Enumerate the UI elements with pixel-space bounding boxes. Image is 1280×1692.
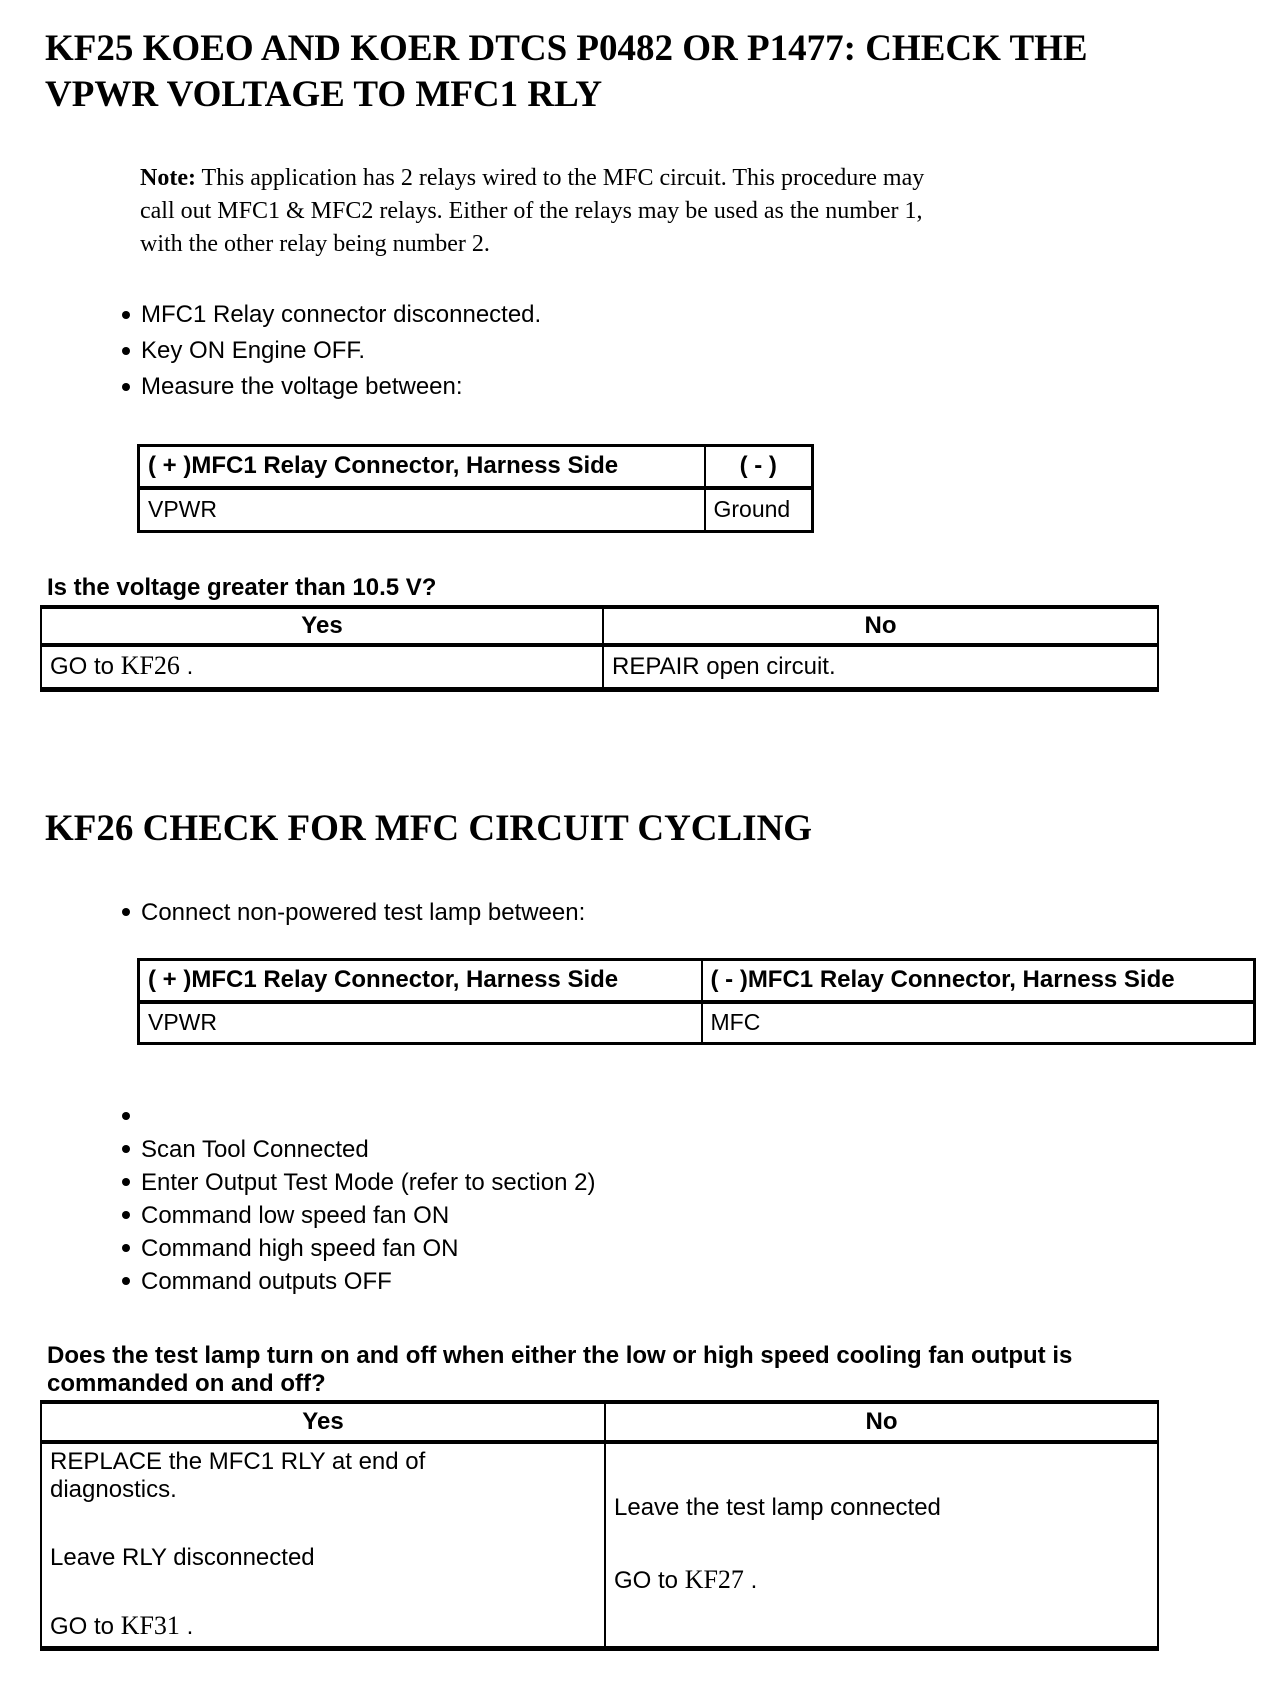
kf26-question-line1: Does the test lamp turn on and off when either the low or high speed cooling fan output is (47, 1342, 1073, 1369)
replace-instruction (50, 1448, 596, 1504)
cell-vpwr: VPWR (139, 488, 705, 532)
bullet-item (122, 1133, 595, 1166)
goto-prefix: GO to (50, 1613, 121, 1641)
no-cell (603, 645, 1158, 689)
bullet-icon (122, 311, 130, 319)
kf26-decision-table (40, 1400, 1159, 1651)
bullet-text: Enter Output Test Mode (refer to section 2) (141, 1169, 596, 1196)
no-header: No (605, 1402, 1158, 1442)
note-line (140, 162, 1260, 195)
bullet-text: Command high speed fan ON (141, 1235, 459, 1262)
bullet-text: Key ON Engine OFF. (141, 337, 366, 364)
kf26-heading: KF26 CHECK FOR MFC CIRCUIT CYCLING (45, 808, 813, 849)
bullet-icon (122, 1211, 130, 1219)
kf25-heading (45, 26, 1165, 118)
goto-prefix: GO to (614, 1567, 685, 1595)
goto-prefix: GO to (50, 653, 121, 681)
yes-header: Yes (41, 607, 603, 645)
kf26-lamp-table (137, 958, 1256, 1045)
goto-suffix: . (743, 1567, 758, 1595)
kf26-link[interactable]: KF26 (120, 651, 180, 681)
bullet-text: Connect non-powered test lamp between: (141, 899, 586, 926)
cell-ground: Ground (705, 488, 813, 532)
bullet-icon (122, 1145, 130, 1153)
bullet-icon (122, 1112, 130, 1120)
goto-suffix: . (179, 1613, 194, 1641)
table-row (139, 488, 813, 532)
bullet-item (122, 1232, 595, 1265)
table-row (41, 1442, 1158, 1648)
note-line: with the other relay being number 2. (140, 231, 490, 257)
bullet-item (122, 333, 541, 369)
no-cell (605, 1442, 1158, 1648)
bullet-item (122, 896, 585, 929)
bullet-item (122, 1199, 595, 1232)
leave-lamp-text: Leave the test lamp connected (614, 1494, 941, 1522)
no-action-text: REPAIR open circuit. (612, 652, 836, 680)
kf26-question (47, 1342, 1207, 1398)
goto-line (50, 652, 594, 681)
bullet-icon (122, 908, 130, 916)
goto-line (50, 1612, 596, 1641)
yes-header: Yes (41, 1402, 605, 1442)
kf26-bullet-list (122, 1100, 595, 1298)
lamp-header-negative: ( - )MFC1 Relay Connector, Harness Side (702, 960, 1255, 1002)
goto-line (614, 1566, 1149, 1595)
kf25-decision-table (40, 605, 1159, 692)
cell-mfc: MFC (702, 1002, 1255, 1044)
kf25-measure-table (137, 444, 814, 533)
kf25-bullet-list (122, 297, 541, 405)
bullet-item (122, 369, 541, 405)
table-row (41, 645, 1158, 689)
kf25-heading-line1: KF25 KOEO AND KOER DTCS P0482 OR P1477: CHECK THE (45, 28, 1088, 69)
bullet-text: Scan Tool Connected (141, 1136, 369, 1163)
kf26-question-line2: commanded on and off? (47, 1370, 326, 1397)
measure-header-positive: ( + )MFC1 Relay Connector, Harness Side (139, 446, 705, 488)
kf25-question: Is the voltage greater than 10.5 V? (47, 574, 437, 601)
replace-line1: REPLACE the MFC1 RLY at end of (50, 1448, 426, 1476)
goto-suffix: . (179, 653, 194, 681)
bullet-icon (122, 347, 130, 355)
bullet-icon (122, 1178, 130, 1186)
bullet-text: Measure the voltage between: (141, 373, 463, 400)
bullet-text: MFC1 Relay connector disconnected. (141, 301, 542, 328)
measure-header-negative: ( - ) (705, 446, 813, 488)
bullet-item (122, 297, 541, 333)
yes-cell (41, 1442, 605, 1648)
note-label: Note: (140, 165, 196, 191)
bullet-icon (122, 1244, 130, 1252)
kf27-link[interactable]: KF27 (684, 1565, 744, 1595)
note-paragraph (140, 162, 1260, 261)
bullet-item (122, 1166, 595, 1199)
kf31-link[interactable]: KF31 (120, 1611, 180, 1641)
lamp-header-positive: ( + )MFC1 Relay Connector, Harness Side (139, 960, 702, 1002)
replace-line2: diagnostics. (50, 1476, 177, 1504)
bullet-icon (122, 1277, 130, 1285)
no-header: No (603, 607, 1158, 645)
cell-vpwr: VPWR (139, 1002, 702, 1044)
leave-rly-text: Leave RLY disconnected (50, 1544, 315, 1572)
bullet-item (122, 1265, 595, 1298)
bullet-text: Command outputs OFF (141, 1268, 392, 1295)
kf26-connect-bullet-list (122, 896, 585, 929)
note-line1-text: This application has 2 relays wired to the MFC circuit. This procedure may (195, 165, 925, 191)
kf25-heading-line2: VPWR VOLTAGE TO MFC1 RLY (45, 74, 603, 115)
table-row (139, 1002, 1255, 1044)
bullet-icon (122, 383, 130, 391)
yes-cell (41, 645, 603, 689)
bullet-text: Command low speed fan ON (141, 1202, 450, 1229)
note-line: call out MFC1 & MFC2 relays. Either of the relays may be used as the number 1, (140, 198, 923, 224)
bullet-item (122, 1100, 595, 1133)
